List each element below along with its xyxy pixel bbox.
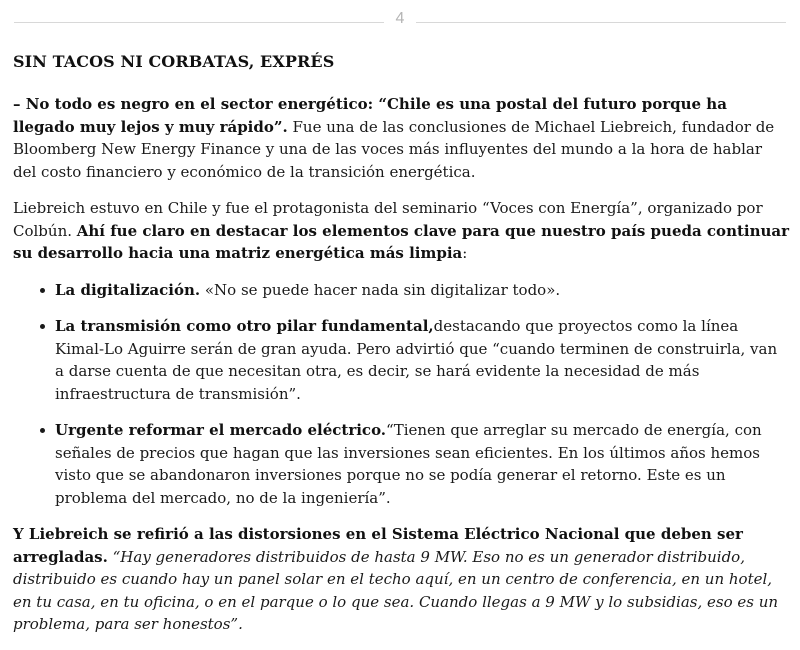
list-item-text: «No se puede hacer nada sin digitalizar todo». xyxy=(200,280,561,299)
list-item-text: destacando que proyectos como la línea Kimal-Lo Aguirre serán de gran ayuda. Pero advirtió que “cuando terminen de construirla, van a darse cuenta de que necesitan otra, es decir, se hará evidente la necesidad de más infraestructura de transmisión”. xyxy=(55,317,778,403)
list-item-bold: La digitalización. xyxy=(55,280,201,299)
page-number: 4 xyxy=(395,10,405,27)
list-item xyxy=(55,419,790,509)
distortions-bold: Y Liebreich se refirió a las distorsiones en el Sistema Eléctrico Nacional que deben ser arregladas. xyxy=(13,525,743,566)
list-item xyxy=(55,315,790,405)
paragraph-seminar xyxy=(13,197,790,265)
page-divider-right xyxy=(416,22,786,23)
list-item xyxy=(55,279,790,302)
intro-bold: – No todo es negro en el sector energético: “Chile es una postal del futuro porque ha llegado muy lejos y muy rápido”. xyxy=(13,95,727,136)
distortions-quote: “Hay generadores distribuidos de hasta 9 MW. Eso no es un generador distribuido, distribuido es cuando hay un panel solar en el techo aquí, en un centro de conferencia, en un hotel, en tu casa, en tu oficina, o en el parque o lo que sea. Cuando llegas a 9 MW y lo subsidias, eso es un problema, para ser honestos”. xyxy=(13,547,779,633)
seminar-bold: Ahí fue claro en destacar los elementos clave para que nuestro país pueda continuar su desarrollo hacia una matriz energética más limpia xyxy=(13,221,790,262)
paragraph-distortions xyxy=(13,523,790,636)
seminar-text: Liebreich estuvo en Chile y fue el protagonista del seminario “Voces con Energía”, organizado por Colbún. xyxy=(13,199,763,240)
list-item-bold: La transmisión como otro pilar fundamental, xyxy=(55,317,434,335)
section-title: SIN TACOS NI CORBATAS, EXPRÉS xyxy=(13,52,335,71)
list-item-text: “Tienen que arreglar su mercado de energía, con señales de precios que hagan que las inversiones sean eficientes. En los últimos años hemos visto que se abandonaron inversiones porque no se podía generar el retorno. Este es un problema del mercado, no de la ingeniería”. xyxy=(55,421,762,507)
intro-text: Fue una de las conclusiones de Michael Liebreich, fundador de Bloomberg New Energy Finance y una de las voces más influyentes del mundo a la hora de hablar del costo financiero y económico de la transición energética. xyxy=(13,117,775,181)
article-body xyxy=(13,93,790,650)
paragraph-intro xyxy=(13,93,790,183)
seminar-tail: : xyxy=(462,244,468,262)
key-elements-list xyxy=(13,279,790,510)
list-item-bold: Urgente reformar el mercado eléctrico. xyxy=(55,421,387,439)
page-divider-left xyxy=(14,22,384,23)
